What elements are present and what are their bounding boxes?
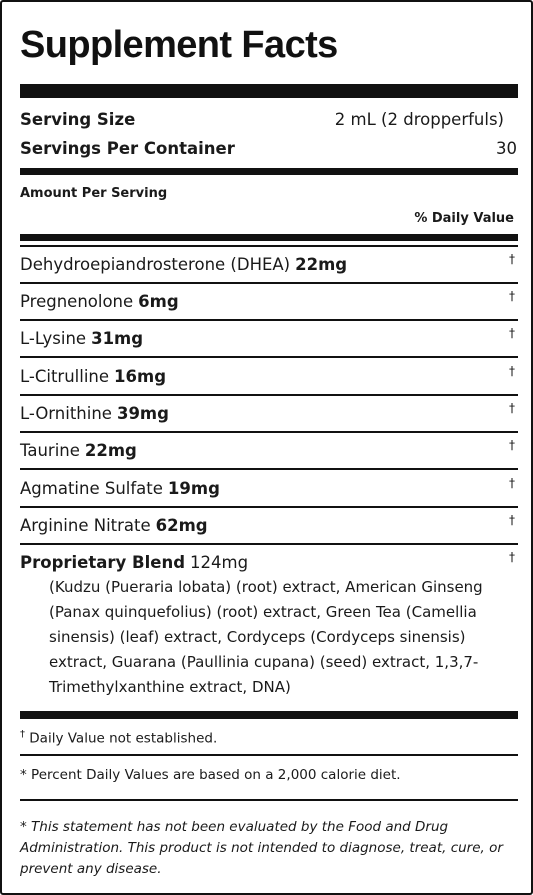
ingredient-amount: 16mg — [114, 367, 167, 386]
thin-divider — [20, 245, 518, 247]
servings-per-container-value: 30 — [496, 139, 517, 158]
daily-value-dagger: † — [509, 513, 515, 527]
row-divider — [20, 394, 518, 396]
blend-amount: 124mg — [190, 553, 249, 572]
ingredient-amount: 39mg — [116, 404, 169, 423]
percent-daily-value-footnote: * Percent Daily Values are based on a 2,000 calorie diet. — [20, 767, 401, 783]
medium-divider — [20, 234, 518, 241]
ingredient-name: Arginine Nitrate — [20, 516, 151, 535]
row-divider — [20, 319, 518, 321]
ingredient-amount: 62mg — [155, 516, 208, 535]
daily-value-dagger: † — [509, 289, 515, 303]
ingredient-amount: 22mg — [295, 255, 348, 274]
row-divider — [20, 356, 518, 358]
dagger-footnote — [20, 729, 518, 747]
servings-per-container-label: Servings Per Container — [20, 139, 235, 158]
row-divider — [20, 543, 518, 545]
dagger-footnote-text: Daily Value not established. — [25, 730, 218, 747]
daily-value-dagger: † — [509, 438, 515, 452]
thick-divider — [20, 711, 518, 719]
thick-divider — [20, 84, 518, 98]
dagger-symbol: † — [20, 729, 25, 740]
serving-size-value: 2 mL (2 dropperfuls) — [334, 110, 504, 129]
row-divider — [20, 431, 518, 433]
ingredient-name: Dehydroepiandrosterone (DHEA) — [20, 255, 291, 274]
blend-ingredients-description: (Kudzu (Pueraria lobata) (root) extract, American Ginseng (Panax quinquefolius) (root) extract, Green Tea (Camellia sinensis) (leaf) extract, Cordyceps (Cordyceps sinensis) extract, Guarana (Paullinia cupana) (seed) extract, 1,3,7-Trimethylxanthine extract, DNA) — [49, 578, 483, 696]
ingredient-amount: 6mg — [138, 292, 179, 311]
panel-title: Supplement Facts — [20, 24, 338, 66]
ingredient-name: Pregnenolone — [20, 292, 134, 311]
fda-disclaimer: * This statement has not been evaluated by the Food and Drug Administration. This product is not intended to diagnose, treat, cure, or prevent any disease. — [20, 819, 503, 877]
daily-value-dagger: † — [509, 252, 515, 266]
daily-value-dagger: † — [509, 364, 515, 378]
ingredient-amount: 31mg — [91, 329, 144, 348]
daily-value-dagger: † — [509, 401, 515, 415]
footnote-divider — [20, 799, 518, 801]
daily-value-dagger: † — [509, 550, 515, 564]
row-divider — [20, 282, 518, 284]
medium-divider — [20, 168, 518, 175]
serving-size-label: Serving Size — [20, 110, 136, 129]
ingredient-name: L-Citrulline — [20, 367, 110, 386]
row-divider — [20, 468, 518, 470]
row-divider — [20, 506, 518, 508]
ingredient-name: L-Ornithine — [20, 404, 112, 423]
footnote-divider — [20, 754, 518, 756]
daily-value-dagger: † — [509, 476, 515, 490]
ingredient-name: Agmatine Sulfate — [20, 479, 163, 498]
blend-name: Proprietary Blend — [20, 553, 185, 572]
ingredient-name: Taurine — [20, 441, 80, 460]
amount-per-serving-label: Amount Per Serving — [20, 186, 168, 201]
ingredient-name: L-Lysine — [20, 329, 87, 348]
daily-value-header: % Daily Value — [414, 211, 514, 226]
ingredient-amount: 22mg — [84, 441, 137, 460]
daily-value-dagger: † — [509, 326, 515, 340]
ingredient-amount: 19mg — [167, 479, 220, 498]
